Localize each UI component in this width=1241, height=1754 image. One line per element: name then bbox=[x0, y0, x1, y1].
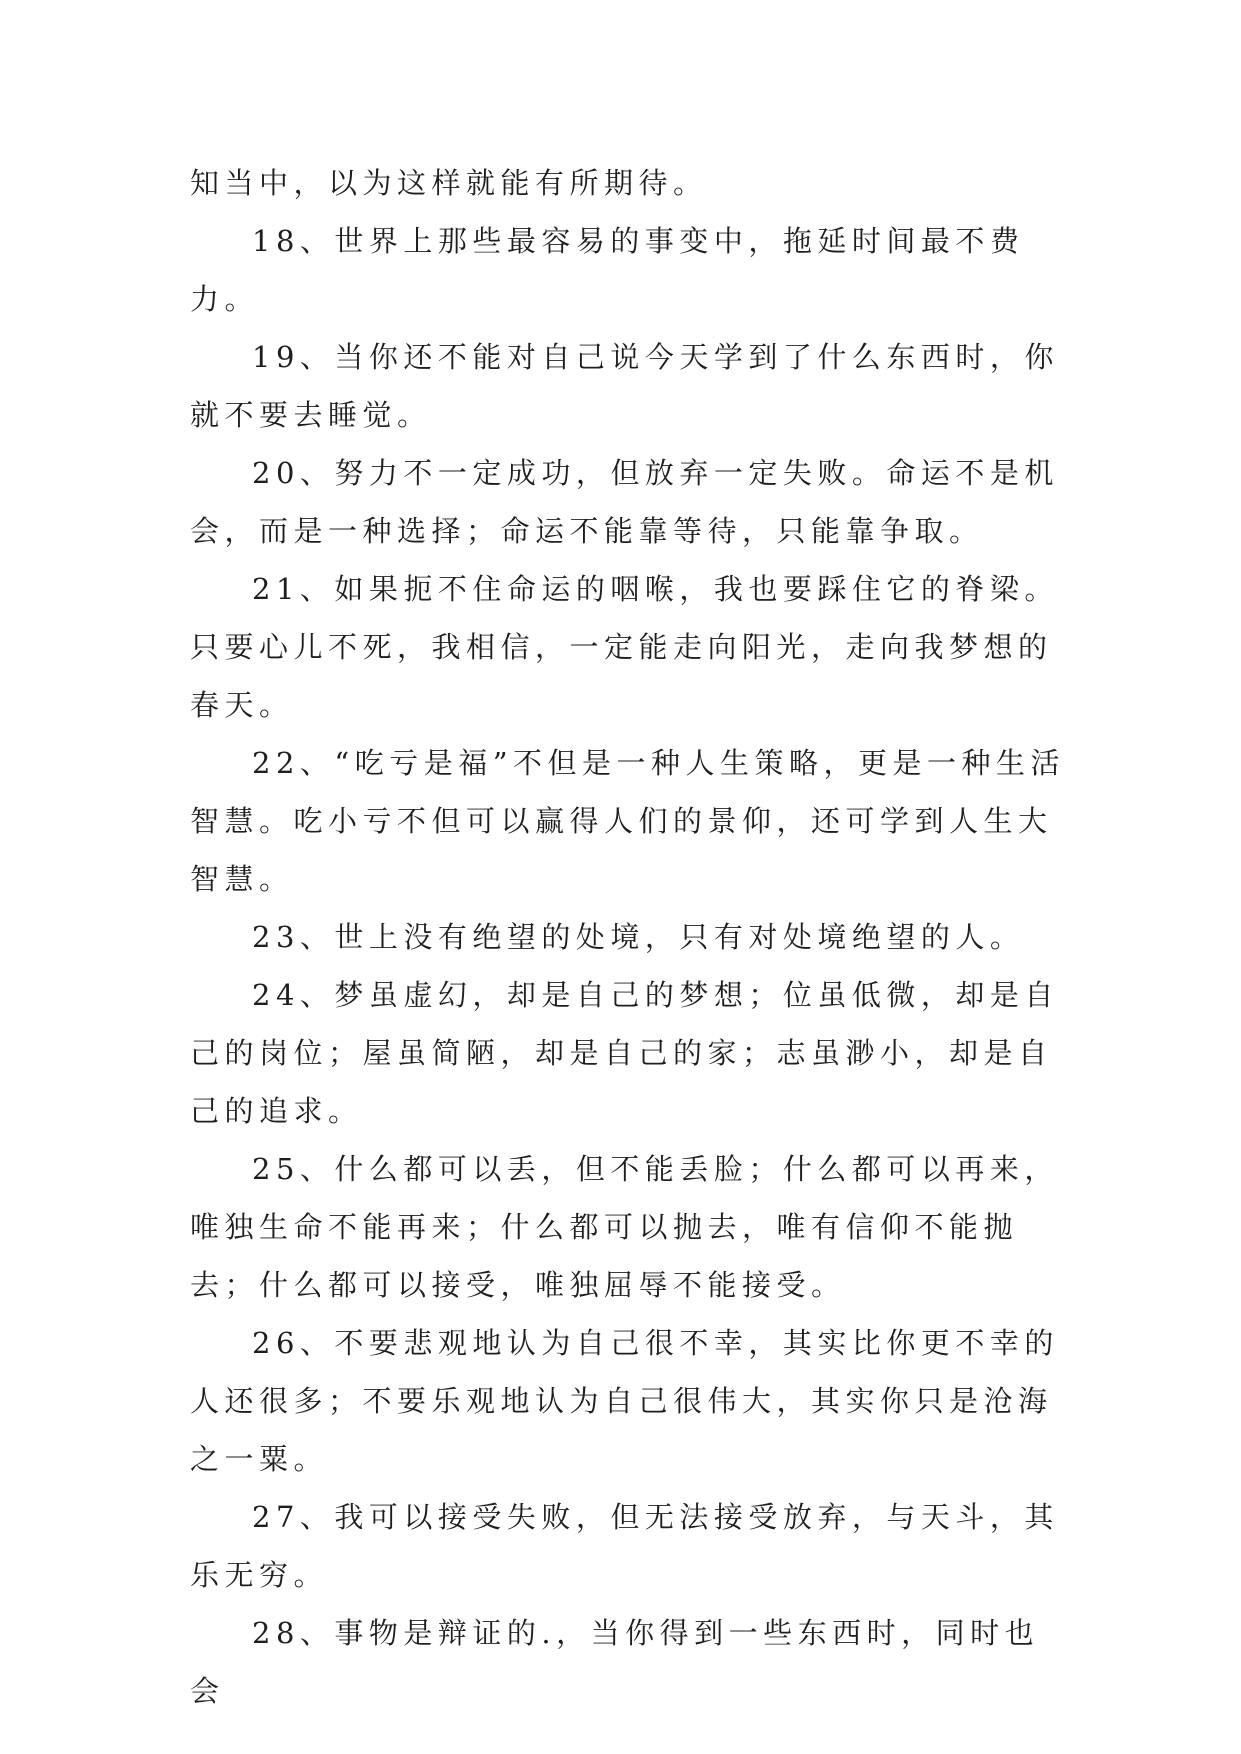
paragraph-28: 28、事物是辩证的.，当你得到一些东西时，同时也会 bbox=[190, 1616, 1040, 1708]
paragraph-25: 25、什么都可以丢，但不能丢脸；什么都可以再来，唯独生命不能再来；什么都可以抛去，唯有信仰不能抛去；什么都可以接受，唯独屈辱不能接受。 bbox=[190, 1152, 1059, 1302]
document-body bbox=[190, 154, 1070, 1720]
paragraph-18: 18、世界上那些最容易的事变中，拖延时间最不费力。 bbox=[190, 224, 1025, 316]
paragraph-21: 21、如果扼不住命运的咽喉，我也要踩住它的脊梁。只要心儿不死，我相信，一定能走向阳光，走向我梦想的春天。 bbox=[190, 572, 1059, 722]
paragraph-22: 22、“吃亏是福”不但是一种人生策略，更是一种生活智慧。吃小亏不但可以赢得人们的景仰，还可学到人生大智慧。 bbox=[190, 746, 1066, 896]
paragraph-19: 19、当你还不能对自己说今天学到了什么东西时，你就不要去睡觉。 bbox=[190, 340, 1059, 432]
paragraph-23: 23、世上没有绝望的处境，只有对处境绝望的人。 bbox=[252, 920, 1025, 954]
paragraph-26: 26、不要悲观地认为自己很不幸，其实比你更不幸的人还很多；不要乐观地认为自己很伟大，其实你只是沧海之一粟。 bbox=[190, 1326, 1059, 1476]
paragraph-27: 27、我可以接受失败，但无法接受放弃，与天斗，其乐无穷。 bbox=[190, 1500, 1059, 1592]
paragraph-20: 20、努力不一定成功，但放弃一定失败。命运不是机会，而是一种选择；命运不能靠等待，只能靠争取。 bbox=[190, 456, 1059, 548]
paragraph-continuation: 知当中，以为这样就能有所期待。 bbox=[190, 166, 708, 200]
paragraph-24: 24、梦虽虚幻，却是自己的梦想；位虽低微，却是自己的岗位；屋虽简陋，却是自己的家；志虽渺小，却是自己的追求。 bbox=[190, 978, 1059, 1128]
